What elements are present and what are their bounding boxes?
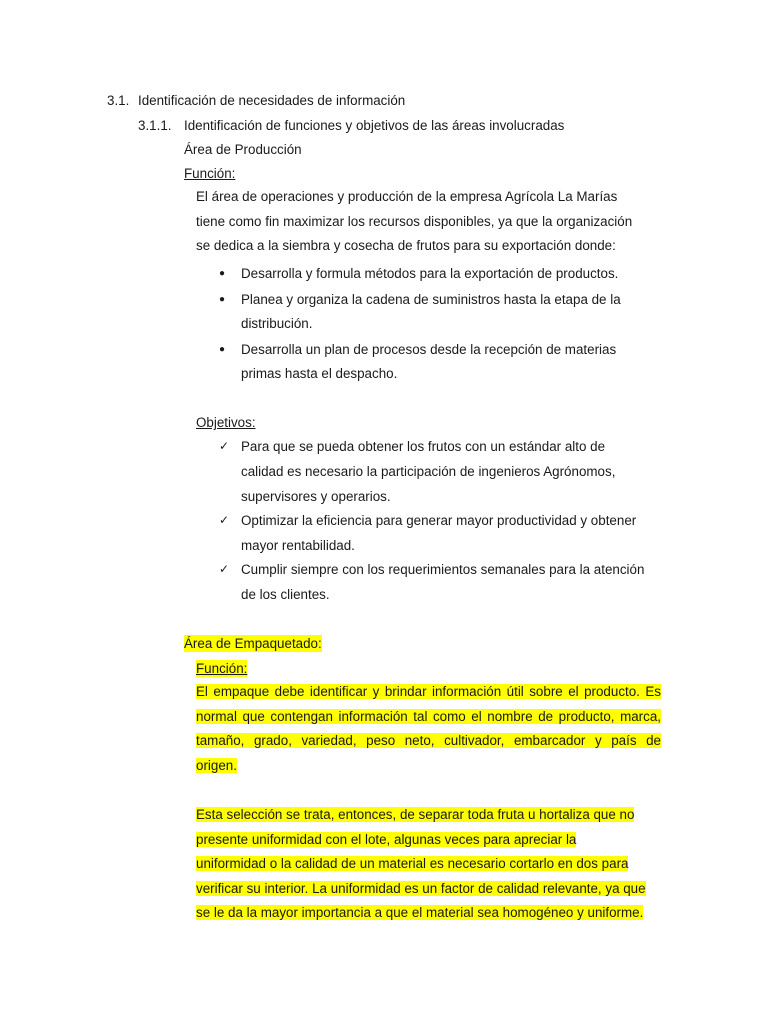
bullet-item-line: Planea y organiza la cadena de suministros hasta la etapa de la (241, 292, 621, 307)
objetivo-item-line: Para que se pueda obtener los frutos con un estándar alto de (241, 439, 606, 454)
bullet-icon: ● (219, 294, 226, 305)
highlighted-line: tamaño, grado, variedad, peso neto, cultivador, embarcador y país de (196, 733, 661, 748)
highlighted-line: Esta selección se trata, entonces, de separar toda fruta u hortaliza que no (196, 807, 635, 822)
subsection-number: 3.1.1. (138, 118, 172, 133)
bullet-item-line: distribución. (241, 316, 313, 331)
paragraph-line: se dedica a la siembra y cosecha de frutos para su exportación donde: (196, 238, 616, 253)
paragraph-line: tiene como fin maximizar los recursos disponibles, ya que la organización (196, 213, 633, 229)
bullet-item-line: Desarrolla y formula métodos para la exportación de productos. (241, 266, 619, 281)
area-empaquetado-heading: Área de Empaquetado: (184, 636, 322, 651)
objetivo-item-line: mayor rentabilidad. (241, 538, 355, 553)
section-number: 3.1. (107, 93, 130, 108)
empaquetado-funcion-label: Función: (196, 661, 248, 676)
highlighted-line: se le da la mayor importancia a que el material sea homogéneo y uniforme. (196, 905, 644, 920)
produccion-funcion-label: Función: (184, 166, 236, 181)
area-produccion-heading: Área de Producción (184, 142, 302, 157)
paragraph-line: El área de operaciones y producción de la empresa Agrícola La Marías (196, 189, 618, 204)
objetivo-item-line: Optimizar la eficiencia para generar mayor productividad y obtener (241, 513, 637, 528)
empaquetado-paragraph-1 (196, 680, 661, 778)
objetivos-label: Objetivos: (196, 415, 256, 430)
subsection-title: Identificación de funciones y objetivos de las áreas involucradas (184, 118, 565, 133)
bullet-icon: ● (219, 344, 226, 355)
highlighted-line: presente uniformidad con el lote, algunas veces para apreciar la (196, 831, 577, 847)
empaquetado-paragraph-2 (196, 803, 646, 926)
bullet-item-line: Desarrolla un plan de procesos desde la recepción de materias (241, 342, 617, 357)
objetivo-item-line: Cumplir siempre con los requerimientos semanales para la atención (241, 562, 645, 577)
produccion-funcion-paragraph (196, 185, 632, 259)
highlighted-line: normal que contengan información tal como el nombre de producto, marca, (196, 708, 661, 724)
section-title: Identificación de necesidades de información (138, 93, 406, 108)
check-icon: ✓ (219, 562, 230, 576)
check-icon: ✓ (219, 439, 230, 453)
objetivo-item-line: supervisores y operarios. (241, 489, 391, 504)
highlighted-line: verificar su interior. La uniformidad es un factor de calidad relevante, ya que (196, 880, 646, 896)
bullet-item-line: primas hasta el despacho. (241, 366, 398, 381)
check-icon: ✓ (219, 513, 230, 527)
objetivo-item-line: de los clientes. (241, 587, 330, 602)
objetivo-item-line: calidad es necesario la participación de ingenieros Agrónomos, (241, 464, 616, 479)
highlighted-line: origen. (196, 757, 237, 773)
highlighted-line: El empaque debe identificar y brindar información útil sobre el producto. Es (196, 684, 661, 699)
bullet-icon: ● (219, 268, 226, 279)
highlighted-line: uniformidad o la calidad de un material es necesario cortarlo en dos para (196, 856, 629, 871)
